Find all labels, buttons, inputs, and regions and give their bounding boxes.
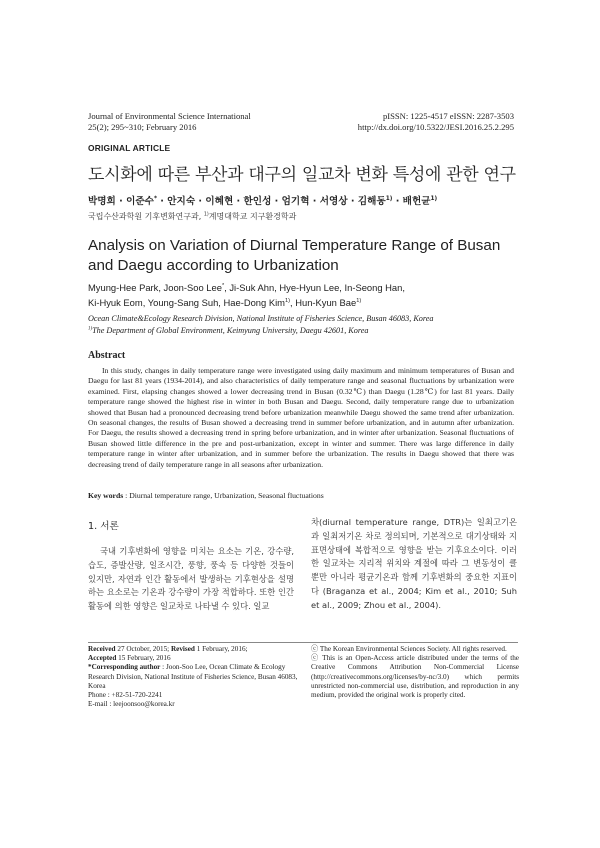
footer-dates-correspondence [88, 645, 298, 709]
issn: pISSN: 1225-4517 eISSN: 2287-3503 [382, 111, 514, 121]
english-authors-line-1: Myung-Hee Park, Joon-Soo Lee*, Ji-Suk Ahn, Hye-Hyun Lee, In-Seong Han, [88, 282, 405, 293]
korean-authors: 박명희 · 이준수* · 안지숙 · 이혜현 · 한인성 · 엄기혁 · 서영상 · 김해동$^{1)}$ · 배헌균$^{1)}$ [88, 195, 438, 207]
abstract-text: In this study, changes in daily temperature range were investigated using daily maximum and minimum temperatures of Busan and Daegu for last 81 years (1934-2014), and also characteristics of daily temperature range and seasonal fluctuations by urbanization were examined. First, elapsing changes showed a lower decreasing trend in Busan (0.32℃) than Daegu (1.28℃) for last 81 years. Daily temperature range showed the highest rise in winter in both Busan and Daegu. Second, daily temperature range due to urbanization showed that Busan had a pronounced decreasing trend before urbanization meanwhile Daegu showed the same trend after urbanization. On seasonal changes, the results of Busan showed a decreasing trend in summer before urbanization, and in autumn after urbanization. For Daegu, the results showed a decreasing trend in spring before urbanization, and in winter after urbanization. Seasonal fluctuations of Busan showed little difference in the pre and post-urbanization, except in winter and summer. There was large difference in daily temperature range in winter after urbanization, and in summer before the urbanization. The results in Daegu showed that there was decreasing trend of daily temperature range in all seasons after urbanization. [88, 366, 514, 469]
intro-left-column: 국내 기후변화에 영향을 미치는 요소는 기온, 강수량, 습도, 증발산량, 일조시간, 풍향, 풍속 등 다양한 것들이 있지만, 자연과 인간 활동에서 발생하는 기후현상을 설명하는 요소로는 기온과 강수량이 가장 적합하다. 또한 인간 활동에 의한 영향은 일교차로 나타낼 수 있다. 일교 [88, 546, 294, 612]
phone: Phone : +82-51-720-2241 [88, 691, 163, 700]
footer-divider [88, 642, 518, 643]
journal-name: Journal of Environmental Science International [88, 111, 251, 121]
affiliation-2: $^{1)}$The Department of Global Environment, Keimyung University, Daegu 42601, Korea [88, 326, 369, 335]
footer-copyright [311, 645, 519, 700]
english-affiliation [88, 313, 518, 337]
korean-affiliation: 국립수산과학원 기후변화연구과, $^{1)}$계명대학교 지구환경학과 [88, 212, 297, 221]
intro-right-column: 차(diurnal temperature range, DTR)는 일최고기온과 일최저기온 차로 정의되며, 기본적으로 대기상태와 지표면상태에 복합적으로 영향을 받는 기후요소이다. 이러한 일교차는 지리적 위치와 계절에 따라 그 변동성이 클 뿐만 아니라 평균기온과 함께 기후변화의 중요한 지표이다 (Braganza et al., 2004; Kim et al., 2010; Suh et al., 2009; Zhou et al., 2004). [311, 517, 517, 610]
english-title: Analysis on Variation of Diurnal Temperature Range of Busan and Daegu according to Urbanization [88, 237, 501, 274]
accepted-line: Accepted 15 February, 2016 [88, 654, 171, 663]
keywords-label: Key words [88, 491, 124, 500]
keywords: Key words : Diurnal temperature range, Urbanization, Seasonal fluctuations [88, 491, 324, 500]
korean-title: 도시화에 따른 부산과 대구의 일교차 변화 특성에 관한 연구 [88, 165, 516, 185]
copyright-notice: ⓒ The Korean Environmental Sciences Society. All rights reserved. [311, 645, 507, 653]
doi-link[interactable]: http://dx.doi.org/10.5322/JESI.2016.25.2.295 [357, 122, 514, 132]
abstract-heading: Abstract [88, 350, 126, 361]
section-heading-introduction: 1. 서론 [88, 521, 119, 532]
email[interactable]: E-mail : leejoonsoo@korea.kr [88, 700, 175, 709]
license-notice: ⓒ This is an Open-Access article distributed under the terms of the Creative Commons Attribution Non-Commercial License (http://creativecommons.org/licenses/by-nc/3.0) which permits unrestricted non-commercial use, distribution, and reproduction in any medium, provided the original work is properly cited. [311, 654, 519, 700]
journal-issue: 25(2); 295~310; February 2016 [88, 122, 197, 132]
article-type: ORIGINAL ARTICLE [88, 143, 171, 153]
english-authors-line-2: Ki-Hyuk Eom, Young-Sang Suh, Hae-Dong Kim$^{1)}$, Hun-Kyun Bae$^{1)}$ [88, 297, 362, 308]
affiliation-1: Ocean Climate&Ecology Research Division, National Institute of Fisheries Science, Busan 46083, Korea [88, 314, 434, 323]
received-line: Received 27 October, 2015; Revised 1 February, 2016; [88, 645, 248, 653]
journal-header-right [254, 111, 514, 133]
corresponding-author: *Corresponding author : Joon-Soo Lee, Ocean Climate & Ecology Research Division, National Institute of Fisheries Science, Busan 46083, Korea [88, 663, 298, 690]
english-authors [88, 280, 518, 310]
keywords-text: Diurnal temperature range, Urbanization, Seasonal fluctuations [129, 491, 324, 500]
